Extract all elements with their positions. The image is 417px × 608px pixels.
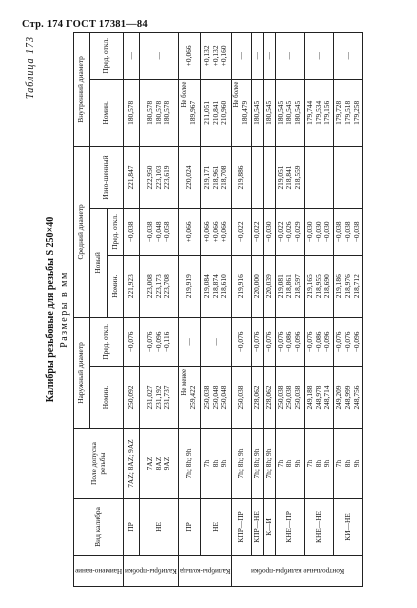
- cell-outer-nom: 231,027 231,192 231,737: [139, 366, 178, 428]
- cell-mid-dev: +0,066 +0,066 +0,066: [200, 209, 232, 256]
- cell-mid-nom: 219,186 218,976 218,712: [334, 255, 363, 317]
- cell-inner-nom: 179,728 179,518 179,258: [334, 79, 363, 146]
- cell-inner-nom: 180,578: [124, 79, 140, 146]
- table-row: [252, 33, 264, 587]
- cell-mid-nom: 221,923: [124, 255, 140, 317]
- col-outer: Наружный диаметр: [74, 317, 90, 428]
- cell-inner-dev: +0,132 +0,132 +0,160: [200, 33, 232, 80]
- cell-inner-nom: 180,545: [263, 79, 275, 146]
- cell-mid-dev: −0,038 −0,048 −0,058: [139, 209, 178, 256]
- cell-inner-dev: —: [263, 33, 275, 80]
- table-block: [25, 32, 395, 587]
- table-row: [200, 33, 232, 587]
- cell-outer-nom: Не менее 259,422: [179, 366, 201, 428]
- group-kolca: Калибры-кольца: [179, 555, 232, 586]
- cell-mid-worn: 221,847: [124, 146, 140, 208]
- cell-outer-dev: —: [179, 317, 201, 366]
- col-middle: Средний диаметр: [74, 146, 90, 317]
- cell-outer-nom: 250,038 250,048 250,048: [200, 366, 232, 428]
- cell-mid-worn: [304, 146, 333, 208]
- cell-inner-dev: —: [232, 33, 252, 80]
- header-row-1: [74, 33, 90, 587]
- cell-mid-dev: −0,022: [232, 209, 252, 256]
- cell-type: КИ—НЕ: [334, 498, 363, 555]
- table-row: [334, 33, 363, 587]
- cell-inner-dev: —: [304, 33, 333, 80]
- cell-inner-dev: +0,066: [179, 33, 201, 80]
- cell-inner-dev: —: [139, 33, 178, 80]
- cell-outer-dev: −0,076 −0,096 −0,116: [139, 317, 178, 366]
- cell-outer-nom: 250,038 250,038 250,038: [275, 366, 304, 428]
- cell-mid-worn: 219,051 218,841 218,559: [275, 146, 304, 208]
- cell-mid-worn: [334, 146, 363, 208]
- table-row: [124, 33, 140, 587]
- cell-outer-nom: 250,092: [124, 366, 140, 428]
- col-inner: Внутренний диаметр: [74, 33, 90, 147]
- cell-type: КПР—НЕ: [252, 498, 264, 555]
- cell-mid-nom: 220,039: [263, 255, 275, 317]
- cell-tol: 7h; 8h; 9h: [232, 429, 252, 499]
- cell-mid-worn: [252, 146, 264, 208]
- mid-worn-head: Изно-шенный: [90, 146, 124, 208]
- cell-outer-nom: 249,209 248,999 248,756: [334, 366, 363, 428]
- calibre-table: [73, 32, 363, 587]
- group-control: Контрольные калибры-пробки: [232, 555, 363, 586]
- cell-type: НЕ: [139, 498, 178, 555]
- table-row: [139, 33, 178, 587]
- cell-tol: 7h 8h 9h: [200, 429, 232, 499]
- cell-type: ПР: [179, 498, 201, 555]
- cell-mid-dev: −0,022 −0,026 −0,029: [275, 209, 304, 256]
- cell-type: КНЕ—НЕ: [304, 498, 333, 555]
- cell-outer-dev: −0,076 −0,086 −0,096: [304, 317, 333, 366]
- mid-dev-head: Пред. откл.: [108, 209, 124, 256]
- page-header: Стр. 174 ГОСТ 17381—84: [22, 19, 148, 30]
- cell-type: НЕ: [200, 498, 232, 555]
- cell-mid-nom: 219,165 218,955 218,690: [304, 255, 333, 317]
- cell-tol: 7h; 8h; 9h: [263, 429, 275, 499]
- table-subtitle: Размеры в мм: [59, 271, 70, 348]
- cell-tol: 7AZ; 8AZ; 9AZ: [124, 429, 140, 499]
- cell-inner-nom: 180,545: [252, 79, 264, 146]
- cell-inner-dev: —: [275, 33, 304, 80]
- col-pole: Поле допуска резьбы: [74, 429, 124, 499]
- cell-mid-worn: 219,171 218,961 218,708: [200, 146, 232, 208]
- cell-inner-nom: 211,051 210,841 210,960: [200, 79, 232, 146]
- cell-tol: 7h 8h 9h: [334, 429, 363, 499]
- table-row: [263, 33, 275, 587]
- cell-mid-worn: 220,024: [179, 146, 201, 208]
- group-probki: Калибры-пробки: [124, 555, 179, 586]
- cell-inner-nom: 180,578 180,578 180,578: [139, 79, 178, 146]
- table-row: [232, 33, 252, 587]
- cell-tol: 7h 8h 9h: [304, 429, 333, 499]
- ne-bolee-note: Не более: [180, 81, 188, 108]
- cell-mid-nom: 219,081 218,861 218,597: [275, 255, 304, 317]
- cell-outer-dev: −0,076: [252, 317, 264, 366]
- cell-mid-nom: 220,000: [252, 255, 264, 317]
- cell-inner-dev: —: [124, 33, 140, 80]
- cell-outer-dev: −0,076: [263, 317, 275, 366]
- cell-mid-nom: 219,916: [232, 255, 252, 317]
- cell-mid-worn: 222,950 223,103 223,619: [139, 146, 178, 208]
- cell-tol: 7h; 8h; 9h: [252, 429, 264, 499]
- cell-mid-nom: 223,008 223,173 223,708: [139, 255, 178, 317]
- cell-mid-worn: [263, 146, 275, 208]
- cell-outer-nom: 228,062: [252, 366, 264, 428]
- cell-type: КПР—ПР: [232, 498, 252, 555]
- cell-mid-dev: −0,022: [252, 209, 264, 256]
- cell-inner-nom: 180,545 180,545 180,545: [275, 79, 304, 146]
- outer-nom-head: Номин.: [90, 366, 124, 428]
- cell-mid-nom: 219,084 218,874 218,610: [200, 255, 232, 317]
- cell-tol: 7h 8h 9h: [275, 429, 304, 499]
- inner-nom-head: Номин.: [90, 79, 124, 146]
- table-row: [304, 33, 333, 587]
- ne-menee-note: Не менее: [180, 368, 188, 396]
- cell-mid-dev: −0,038: [124, 209, 140, 256]
- cell-tol: 7h; 8h; 9h: [179, 429, 201, 499]
- col-vid: Вид калибра: [74, 498, 124, 555]
- cell-mid-dev: −0,038 −0,038 −0,038: [334, 209, 363, 256]
- cell-mid-worn: 219,886: [232, 146, 252, 208]
- cell-inner-dev: —: [252, 33, 264, 80]
- cell-outer-nom: 250,038: [232, 366, 252, 428]
- cell-inner-nom: Не более 189,967: [179, 79, 201, 146]
- outer-dev-head: Пред. откл.: [90, 317, 124, 366]
- ne-bolee-note: Не более: [233, 81, 241, 108]
- cell-outer-dev: −0,076: [124, 317, 140, 366]
- cell-inner-nom: Не более 180,479: [232, 79, 252, 146]
- cell-mid-dev: −0,030 −0,030 −0,030: [304, 209, 333, 256]
- cell-type: КНЕ—ПР: [275, 498, 304, 555]
- table-title: Калибры резьбовые для резьбы S 250×40: [45, 216, 56, 403]
- table-row: [179, 33, 201, 587]
- cell-type: ПР: [124, 498, 140, 555]
- cell-inner-dev: —: [334, 33, 363, 80]
- cell-type: К—И: [263, 498, 275, 555]
- mid-new-head: Новый: [90, 209, 108, 318]
- inner-dev-head: Пред. откл.: [90, 33, 124, 80]
- cell-tol: 7AZ 8AZ 9AZ: [139, 429, 178, 499]
- cell-outer-nom: 228,062: [263, 366, 275, 428]
- cell-outer-nom: 249,188 248,978 248,714: [304, 366, 333, 428]
- cell-outer-dev: −0,076 −0,086 −0,096: [275, 317, 304, 366]
- cell-outer-dev: −0,076: [232, 317, 252, 366]
- cell-outer-dev: −0,076 −0,076 −0,096: [334, 317, 363, 366]
- cell-inner-nom: 179,744 179,534 179,156: [304, 79, 333, 146]
- table-name: Таблица 173: [25, 36, 36, 99]
- cell-mid-dev: −0,030: [263, 209, 275, 256]
- table-row: [275, 33, 304, 587]
- cell-outer-dev: —: [200, 317, 232, 366]
- col-naimenovanie: Наимено-вание: [74, 555, 124, 586]
- cell-mid-nom: 219,919: [179, 255, 201, 317]
- mid-nom-head: Номин.: [108, 255, 124, 317]
- cell-mid-dev: +0,066: [179, 209, 201, 256]
